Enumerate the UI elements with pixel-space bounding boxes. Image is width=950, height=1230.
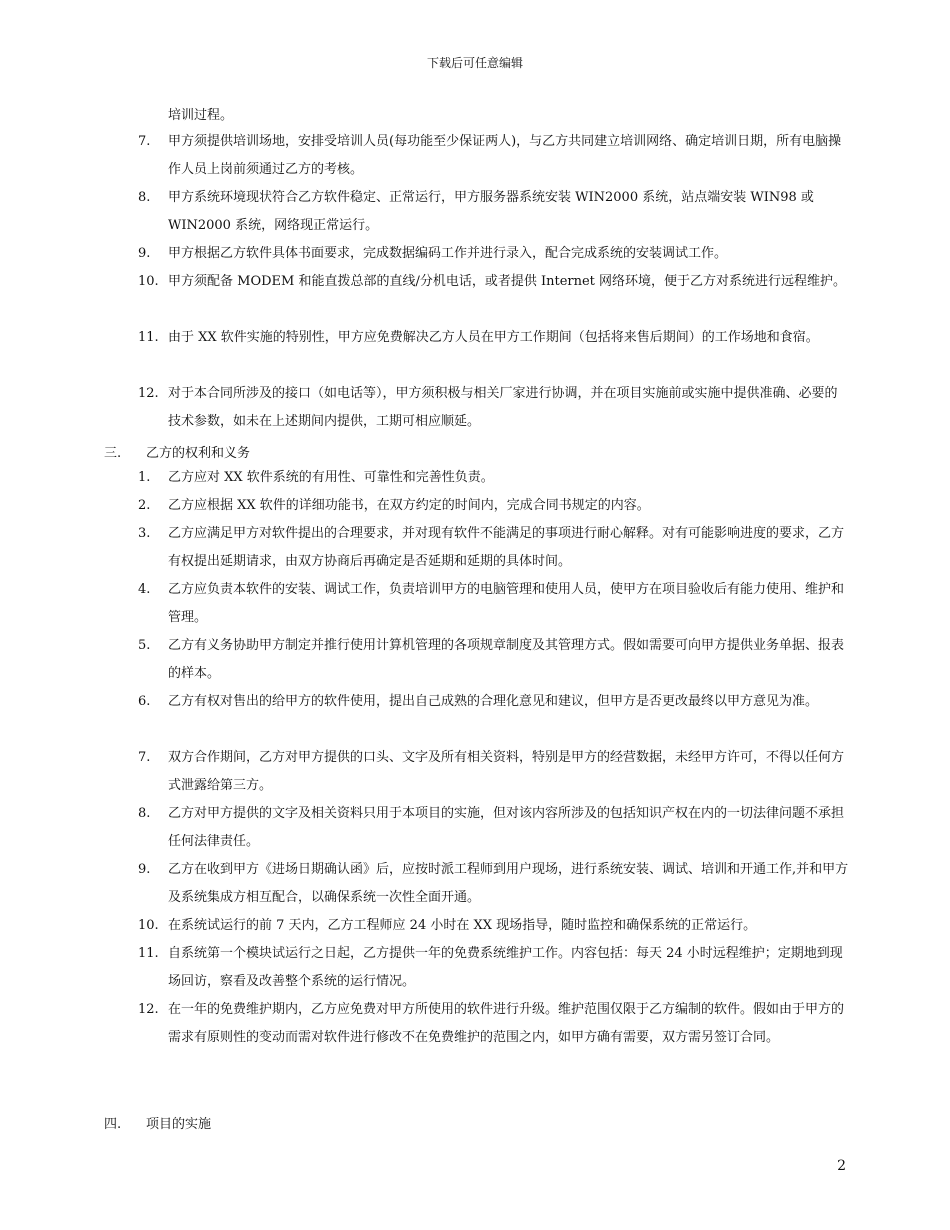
item-number: 2. — [138, 498, 151, 513]
page-header: 下载后可任意编辑 — [426, 56, 523, 70]
item-number: 11. — [138, 330, 159, 345]
item-number: 11. — [138, 946, 159, 961]
item-text: 乙方在收到甲方《进场日期确认函》后，应按时派工程师到用户现场，进行系统安装、调试、培训和开通工作,并和甲方及系统集成方相互配合，以确保系统一次性全面开通。 — [168, 862, 849, 905]
item-number: 8. — [138, 806, 151, 821]
item-number: 3. — [138, 526, 151, 541]
item-number: 1. — [138, 470, 151, 485]
item-number: 9. — [138, 862, 151, 877]
item-number: 5. — [138, 638, 151, 653]
item-text: 甲方系统环境现状符合乙方软件稳定、正常运行，甲方服务器系统安装 WIN2000 系统，站点端安装 WIN98 或 WIN2000 系统，网络现正常运行。 — [168, 190, 814, 233]
item-text: 由于 XX 软件实施的特别性，甲方应免费解决乙方人员在甲方工作期间（包括将来售后期间）的工作场地和食宿。 — [168, 330, 819, 345]
item-text: 在系统试运行的前 7 天内，乙方工程师应 24 小时在 XX 现场指导，随时监控和确保系统的正常运行。 — [168, 918, 757, 933]
item-text: 乙方应根据 XX 软件的详细功能书，在双方约定的时间内，完成合同书规定的内容。 — [168, 498, 650, 513]
item-number: 4. — [138, 582, 151, 597]
item-text: 乙方应负责本软件的安装、调试工作，负责培训甲方的电脑管理和使用人员，使甲方在项目验收后有能力使用、维护和管理。 — [168, 582, 845, 625]
item-number: 7. — [138, 750, 151, 765]
item-text: 自系统第一个模块试运行之日起，乙方提供一年的免费系统维护工作。内容包括：每天 24 小时远程维护；定期地到现场回访，察看及改善整个系统的运行情况。 — [168, 946, 843, 989]
item-number: 10. — [138, 918, 159, 933]
item-text: 乙方应对 XX 软件系统的有用性、可靠性和完善性负责。 — [168, 470, 494, 485]
item-number: 7. — [138, 134, 151, 149]
item-number: 12. — [138, 1002, 159, 1017]
item-text: 乙方对甲方提供的文字及相关资料只用于本项目的实施，但对该内容所涉及的包括知识产权在内的一切法律问题不承担任何法律责任。 — [168, 806, 845, 849]
item-text: 甲方须配备 MODEM 和能直拨总部的直线/分机电话，或者提供 Internet 网络环境，便于乙方对系统进行远程维护。 — [168, 274, 847, 289]
section-title: 乙方的权利和义务 — [146, 446, 251, 461]
item-number: 12. — [138, 386, 159, 401]
item-number: 10. — [138, 274, 159, 289]
item-text: 甲方根据乙方软件具体书面要求，完成数据编码工作并进行录入，配合完成系统的安装调试工作。 — [168, 246, 728, 261]
item-text: 在一年的免费维护期内，乙方应免费对甲方所使用的软件进行升级。维护范围仅限于乙方编制的软件。假如由于甲方的需求有原则性的变动而需对软件进行修改不在免费维护的范围之内，如甲方确有需要，双方需另签订合同。 — [168, 1002, 845, 1045]
section-number: 四. — [104, 1117, 122, 1132]
item-text: 甲方须提供培训场地，安排受培训人员(每功能至少保证两人)，与乙方共同建立培训网络、确定培训日期，所有电脑操作人员上岗前须通过乙方的考核。 — [168, 134, 842, 177]
item-number: 9. — [138, 246, 151, 261]
item-text: 乙方有权对售出的给甲方的软件使用，提出自己成熟的合理化意见和建议，但甲方是否更改最终以甲方意见为准。 — [168, 694, 819, 709]
section-title: 项目的实施 — [146, 1117, 212, 1132]
item-text: 乙方有义务协助甲方制定并推行使用计算机管理的各项规章制度及其管理方式。假如需要可向甲方提供业务单据、报表的样本。 — [168, 638, 845, 681]
item-text: 乙方应满足甲方对软件提出的合理要求，并对现有软件不能满足的事项进行耐心解释。对有可能影响进度的要求，乙方有权提出延期请求，由双方协商后再确定是否延期和延期的具体时间。 — [168, 526, 845, 569]
continued-text: 培训过程。 — [168, 108, 234, 123]
item-number: 6. — [138, 694, 151, 709]
item-text: 双方合作期间，乙方对甲方提供的口头、文字及所有相关资料，特别是甲方的经营数据，未经甲方许可，不得以任何方式泄露给第三方。 — [168, 750, 845, 793]
item-number: 8. — [138, 190, 151, 205]
page-number: 2 — [837, 1158, 846, 1174]
item-text: 对于本合同所涉及的接口（如电话等），甲方须积极与相关厂家进行协调，并在项目实施前或实施中提供准确、必要的技术参数，如未在上述期间内提供，工期可相应顺延。 — [168, 386, 838, 429]
section-number: 三. — [104, 446, 122, 461]
